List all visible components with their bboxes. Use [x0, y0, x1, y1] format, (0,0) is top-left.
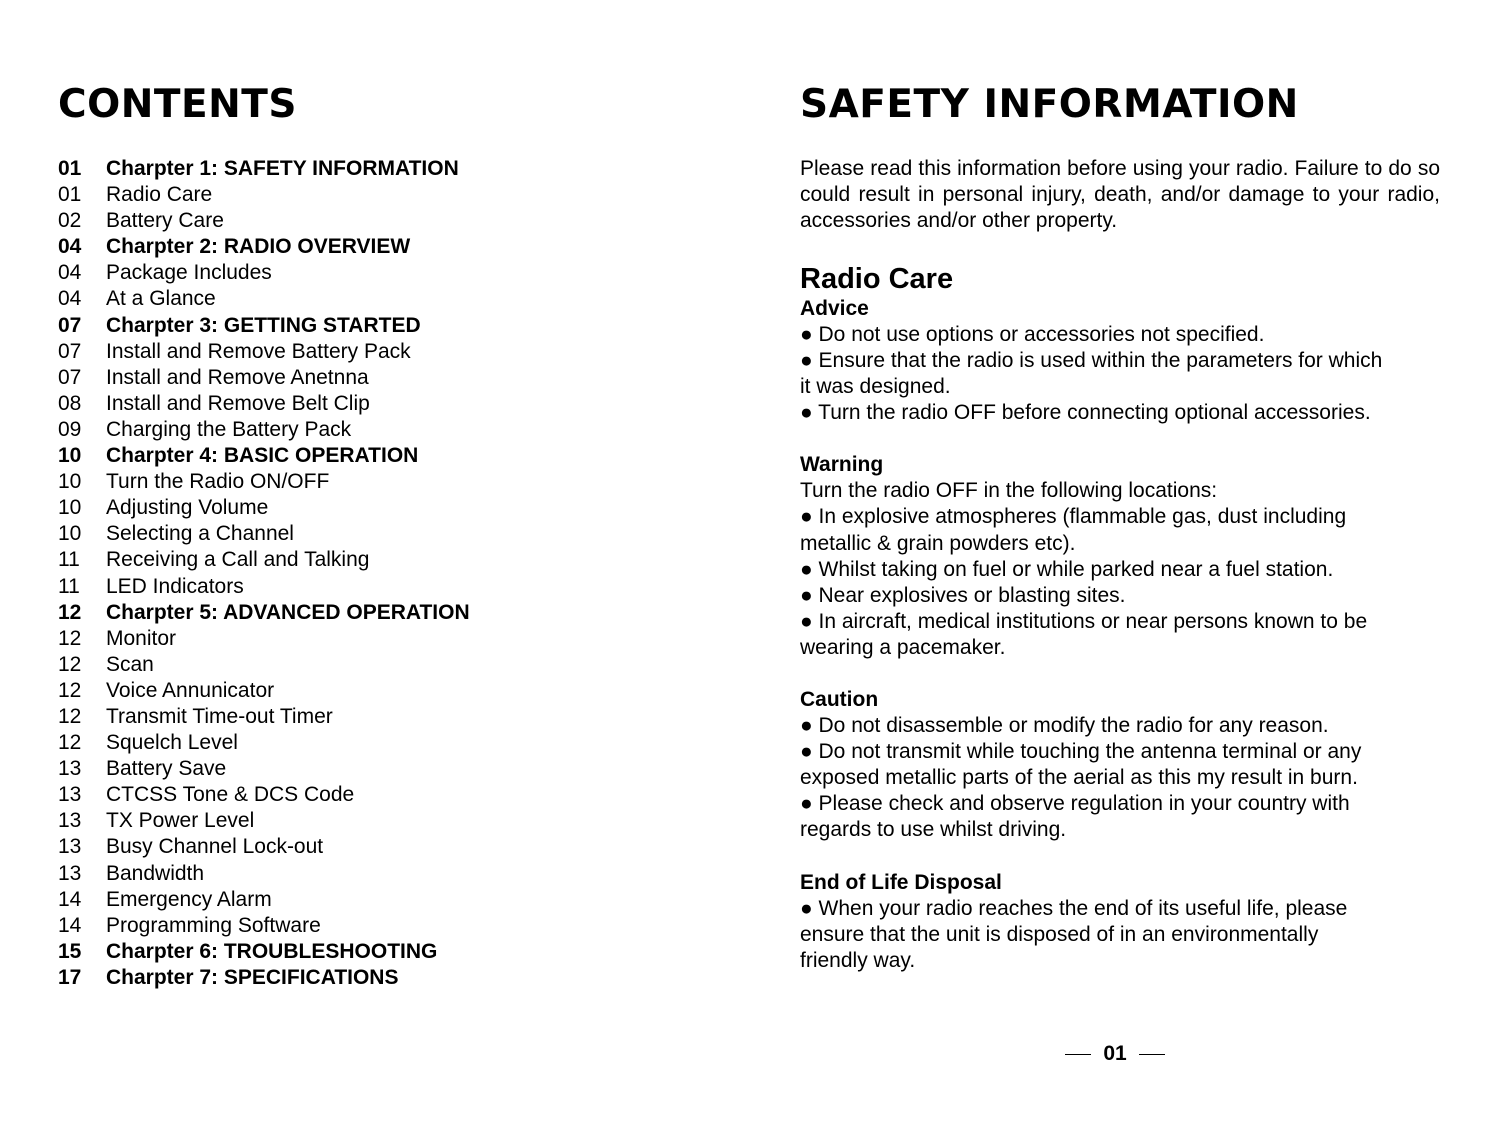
- toc-label: Charpter 5: ADVANCED OPERATION: [106, 600, 470, 624]
- toc-page-number: 14: [58, 887, 82, 911]
- disposal-line: friendly way.: [800, 948, 916, 972]
- toc-label: Transmit Time-out Timer: [106, 704, 333, 728]
- toc-label: Install and Remove Belt Clip: [106, 391, 370, 415]
- toc-page-number: 04: [58, 261, 82, 285]
- toc-item-row: [58, 339, 738, 365]
- toc-label: Emergency Alarm: [106, 887, 272, 911]
- toc-item-row: [58, 861, 738, 887]
- caution-line: regards to use whilst driving.: [800, 818, 1067, 842]
- disposal-line: ensure that the unit is disposed of in an environmentally: [800, 922, 1319, 946]
- toc-item-row: [58, 208, 738, 234]
- caution-line: ● Please check and observe regulation in your country with: [800, 792, 1350, 816]
- warning-heading: Warning: [800, 453, 884, 477]
- toc-label: At a Glance: [106, 287, 216, 311]
- toc-label: CTCSS Tone & DCS Code: [106, 783, 355, 807]
- safety-intro: Please read this information before using your radio. Failure to do so could result in personal injury, death, and/or damage to your radio, accessories and/or other property.: [800, 157, 1440, 232]
- toc-label: Battery Save: [106, 757, 227, 781]
- toc-label: Charpter 1: SAFETY INFORMATION: [106, 157, 459, 180]
- safety-page: [800, 80, 1440, 974]
- toc-chapter-row: [58, 939, 738, 965]
- toc-item-row: [58, 652, 738, 678]
- toc-page-number: 09: [58, 417, 82, 441]
- toc-item-row: [58, 417, 738, 443]
- toc-item-row: [58, 469, 738, 495]
- toc-label: Turn the Radio ON/OFF: [106, 470, 330, 494]
- toc-label: Charpter 2: RADIO OVERVIEW: [106, 235, 411, 259]
- toc-item-row: [58, 808, 738, 834]
- warning-line: wearing a pacemaker.: [800, 635, 1006, 659]
- contents-title: CONTENTS: [58, 82, 297, 127]
- toc-item-row: [58, 704, 738, 730]
- toc-item-row: [58, 913, 738, 939]
- toc-label: Charpter 7: SPECIFICATIONS: [106, 965, 399, 989]
- toc-label: Monitor: [106, 626, 177, 650]
- toc-label: LED Indicators: [106, 574, 244, 598]
- caution-line: ● Do not transmit while touching the antenna terminal or any: [800, 740, 1362, 764]
- toc-label: Install and Remove Anetnna: [106, 365, 369, 389]
- dash-right: [1139, 1054, 1165, 1055]
- toc-item-row: [58, 182, 738, 208]
- warning-line: Turn the radio OFF in the following locations:: [800, 479, 1218, 503]
- toc-label: Charpter 6: TROUBLESHOOTING: [106, 939, 438, 963]
- caution-line: exposed metallic parts of the aerial as this my result in burn.: [800, 766, 1358, 790]
- toc-page-number: 12: [58, 678, 82, 702]
- warning-line: ● In explosive atmospheres (flammable gas, dust including: [800, 505, 1347, 529]
- toc-item-row: [58, 887, 738, 913]
- toc-item-row: [58, 574, 738, 600]
- toc-label: Charpter 3: GETTING STARTED: [106, 313, 421, 337]
- warning-line: ● Near explosives or blasting sites.: [800, 583, 1126, 607]
- toc-label: Voice Annunicator: [106, 678, 275, 702]
- advice-line: it was designed.: [800, 375, 951, 399]
- toc-page-number: 17: [58, 965, 82, 989]
- disposal-line: ● When your radio reaches the end of its useful life, please: [800, 896, 1348, 920]
- toc-page-number: 10: [58, 496, 82, 520]
- disposal-heading: End of Life Disposal: [800, 870, 1002, 894]
- toc-chapter-row: [58, 443, 738, 469]
- toc-page-number: 11: [58, 548, 80, 572]
- toc-page-number: 08: [58, 391, 82, 415]
- dash-left: [1065, 1054, 1091, 1055]
- toc-page-number: 02: [58, 209, 82, 233]
- toc-page-number: 12: [58, 600, 82, 624]
- radio-care-title: Radio Care: [800, 263, 954, 295]
- toc-item-row: [58, 286, 738, 312]
- toc-page-number: 12: [58, 626, 82, 650]
- advice-line: ● Turn the radio OFF before connecting optional accessories.: [800, 401, 1371, 425]
- toc-page-number: 13: [58, 861, 82, 885]
- toc-label: Receiving a Call and Talking: [106, 548, 370, 572]
- warning-line: ● In aircraft, medical institutions or near persons known to be: [800, 609, 1368, 633]
- toc-page-number: 12: [58, 704, 82, 728]
- toc-page-number: 01: [58, 157, 82, 180]
- toc-label: Squelch Level: [106, 731, 238, 755]
- toc-item-row: [58, 495, 738, 521]
- caution-line: ● Do not disassemble or modify the radio for any reason.: [800, 714, 1329, 738]
- toc-label: Adjusting Volume: [106, 496, 269, 520]
- advice-section: [800, 296, 1440, 426]
- toc-page-number: 14: [58, 913, 82, 937]
- toc-label: Battery Care: [106, 209, 224, 233]
- toc-chapter-row: [58, 156, 738, 182]
- toc-page-number: 11: [58, 574, 80, 598]
- toc-page-number: 15: [58, 939, 82, 963]
- toc-chapter-row: [58, 600, 738, 626]
- toc-item-row: [58, 678, 738, 704]
- page-number: [1063, 1042, 1167, 1066]
- toc-item-row: [58, 756, 738, 782]
- toc-label: Charging the Battery Pack: [106, 417, 352, 441]
- toc-item-row: [58, 391, 738, 417]
- toc-item-row: [58, 730, 738, 756]
- toc-label: Selecting a Channel: [106, 522, 294, 546]
- toc-page-number: 01: [58, 183, 82, 207]
- safety-title: SAFETY INFORMATION: [800, 82, 1299, 127]
- contents-page: [58, 80, 738, 991]
- toc-page-number: 07: [58, 313, 82, 337]
- toc-label: Bandwidth: [106, 861, 205, 885]
- warning-line: metallic & grain powders etc).: [800, 531, 1076, 555]
- toc-chapter-row: [58, 313, 738, 339]
- toc-label: Programming Software: [106, 913, 321, 937]
- toc-item-row: [58, 626, 738, 652]
- toc-page-number: 10: [58, 470, 82, 494]
- toc-item-row: [58, 260, 738, 286]
- toc-label: Radio Care: [106, 183, 213, 207]
- toc-page-number: 13: [58, 835, 82, 859]
- toc-label: Charpter 4: BASIC OPERATION: [106, 444, 419, 468]
- toc-item-row: [58, 782, 738, 808]
- toc-chapter-row: [58, 234, 738, 260]
- toc-item-row: [58, 521, 738, 547]
- warning-section: [800, 452, 1440, 661]
- toc-item-row: [58, 834, 738, 860]
- toc-label: Package Includes: [106, 261, 272, 285]
- disposal-section: [800, 870, 1440, 974]
- toc-label: TX Power Level: [106, 809, 255, 833]
- toc-page-number: 04: [58, 235, 82, 259]
- advice-line: ● Ensure that the radio is used within the parameters for which: [800, 349, 1383, 373]
- caution-heading: Caution: [800, 688, 879, 712]
- advice-line: ● Do not use options or accessories not specified.: [800, 323, 1265, 346]
- toc-page-number: 13: [58, 757, 82, 781]
- toc-label: Install and Remove Battery Pack: [106, 339, 411, 363]
- toc-item-row: [58, 365, 738, 391]
- toc-page-number: 10: [58, 444, 82, 468]
- toc-page-number: 04: [58, 287, 82, 311]
- toc-page-number: 12: [58, 652, 82, 676]
- page-number-text: 01: [1103, 1042, 1127, 1065]
- toc-page-number: 07: [58, 365, 82, 389]
- caution-section: [800, 687, 1440, 843]
- toc-page-number: 13: [58, 809, 82, 833]
- toc-chapter-row: [58, 965, 738, 991]
- toc-item-row: [58, 547, 738, 573]
- toc-label: Scan: [106, 652, 154, 676]
- toc-label: Busy Channel Lock-out: [106, 835, 324, 859]
- toc-page-number: 07: [58, 339, 82, 363]
- warning-line: ● Whilst taking on fuel or while parked near a fuel station.: [800, 557, 1334, 581]
- toc-page-number: 10: [58, 522, 82, 546]
- advice-heading: Advice: [800, 297, 869, 320]
- toc-page-number: 12: [58, 731, 82, 755]
- toc-page-number: 13: [58, 783, 82, 807]
- table-of-contents: [58, 156, 738, 991]
